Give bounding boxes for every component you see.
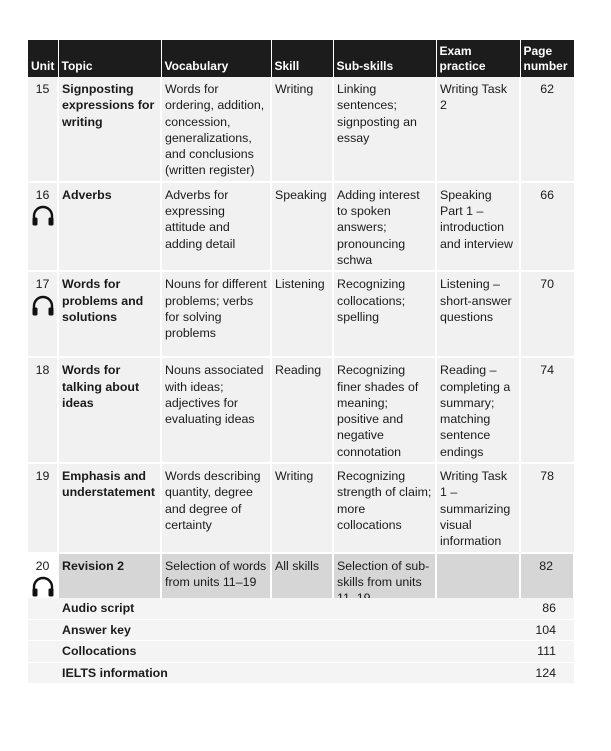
header-exam-practice bbox=[436, 40, 520, 77]
headphones-icon bbox=[31, 576, 55, 598]
back-matter-page: 124 bbox=[535, 666, 556, 681]
list-item bbox=[28, 598, 574, 620]
back-matter-list bbox=[28, 598, 574, 684]
skill-cell: Speaking bbox=[271, 182, 333, 271]
back-matter-page: 111 bbox=[537, 644, 556, 659]
table-row bbox=[28, 463, 574, 552]
exam-cell: Writing Task 2 bbox=[436, 77, 520, 182]
contents-table bbox=[28, 40, 575, 610]
unit-number: 20 bbox=[35, 558, 50, 573]
vocabulary-cell: Adverbs for expressing attitude and adding detail bbox=[161, 182, 271, 271]
header-vocabulary: Vocabulary bbox=[161, 40, 271, 77]
unit-number: 15 bbox=[35, 82, 50, 96]
unit-number: 18 bbox=[35, 363, 50, 378]
topic-cell: Revision 2 bbox=[58, 553, 161, 610]
topic-cell: Signposting expressions for writing bbox=[58, 77, 161, 182]
unit-cell bbox=[28, 182, 58, 271]
subskills-cell: Adding interest to spoken answers; pronouncing schwa bbox=[333, 182, 436, 271]
units-body bbox=[28, 77, 574, 609]
unit-cell bbox=[28, 77, 58, 182]
header-skill: Skill bbox=[271, 40, 333, 77]
topic-cell: Emphasis and understatement bbox=[58, 463, 161, 552]
unit-number: 16 bbox=[35, 187, 50, 202]
list-item bbox=[28, 620, 574, 642]
back-matter-page: 86 bbox=[542, 601, 556, 616]
page-cell: 78 bbox=[520, 463, 574, 552]
vocabulary-cell: Words for ordering, addition, concession, generalizations, and conclusions (written register) bbox=[161, 77, 271, 182]
table-row bbox=[28, 182, 574, 271]
vocabulary-cell: Selection of words from units 11–19 bbox=[161, 553, 271, 610]
unit-cell bbox=[28, 271, 58, 357]
page-cell: 66 bbox=[520, 182, 574, 271]
page-cell: 74 bbox=[520, 357, 574, 463]
table-row bbox=[28, 77, 574, 182]
subskills-cell: Selection of sub-skills from units bbox=[333, 553, 436, 610]
page-cell: 70 bbox=[520, 271, 574, 357]
subskills-cell: Recognizing strength of claim; more collocations bbox=[333, 463, 436, 552]
page-cell: 62 bbox=[520, 77, 574, 182]
header-subskills: Sub-skills bbox=[333, 40, 436, 77]
unit-cell bbox=[28, 357, 58, 463]
skill-cell: Reading bbox=[271, 357, 333, 463]
back-matter-page: 104 bbox=[535, 622, 556, 637]
skill-cell: Listening bbox=[271, 271, 333, 357]
table-row bbox=[28, 271, 574, 357]
back-matter-label: IELTS information bbox=[62, 666, 168, 681]
skill-cell: Writing bbox=[271, 77, 333, 182]
table-header-row bbox=[28, 40, 574, 77]
subskills-cell: Recognizing collocations; spelling bbox=[333, 271, 436, 357]
header-page-number bbox=[520, 40, 574, 77]
headphones-icon bbox=[31, 295, 55, 317]
list-item bbox=[28, 641, 574, 663]
exam-cell: Listening – short-answer questions bbox=[436, 271, 520, 357]
header-topic: Topic bbox=[58, 40, 161, 77]
page-cell: 82 bbox=[520, 553, 574, 610]
exam-cell: Speaking Part 1 – introduction and interview bbox=[436, 182, 520, 271]
table-row bbox=[28, 357, 574, 463]
back-matter-label: Answer key bbox=[62, 622, 131, 637]
vocabulary-cell: Nouns for different problems; verbs for solving problems bbox=[161, 271, 271, 357]
unit-number: 17 bbox=[35, 277, 50, 292]
unit-cell bbox=[28, 463, 58, 552]
headphones-icon bbox=[31, 205, 55, 227]
unit-number: 19 bbox=[35, 469, 50, 484]
exam-cell: Reading – completing a summary; matching sentence endings bbox=[436, 357, 520, 463]
back-matter-label: Collocations bbox=[62, 644, 137, 659]
exam-cell: Writing Task 1 – summarizing visual information bbox=[436, 463, 520, 552]
contents-table-wrapper bbox=[28, 40, 574, 610]
topic-cell: Adverbs bbox=[58, 182, 161, 271]
header-exam-line2: practice bbox=[439, 59, 486, 73]
topic-cell: Words for problems and solutions bbox=[58, 271, 161, 357]
header-exam-line1: Exam bbox=[439, 44, 472, 58]
header-unit: Unit bbox=[28, 40, 58, 77]
vocabulary-cell: Words describing quantity, degree and degree of certainty bbox=[161, 463, 271, 552]
vocabulary-cell: Nouns associated with ideas; adjectives for evaluating ideas bbox=[161, 357, 271, 463]
skill-cell: All skills bbox=[271, 553, 333, 610]
subskills-cell: Linking sentences; signposting an essay bbox=[333, 77, 436, 182]
list-item bbox=[28, 663, 574, 685]
header-page-line1: Page bbox=[523, 44, 553, 58]
topic-cell: Words for talking about ideas bbox=[58, 357, 161, 463]
subskills-cell: Recognizing finer shades of meaning; positive and negative connotation bbox=[333, 357, 436, 463]
header-page-line2: number bbox=[523, 59, 568, 73]
back-matter-label: Audio script bbox=[62, 601, 135, 616]
skill-cell: Writing bbox=[271, 463, 333, 552]
